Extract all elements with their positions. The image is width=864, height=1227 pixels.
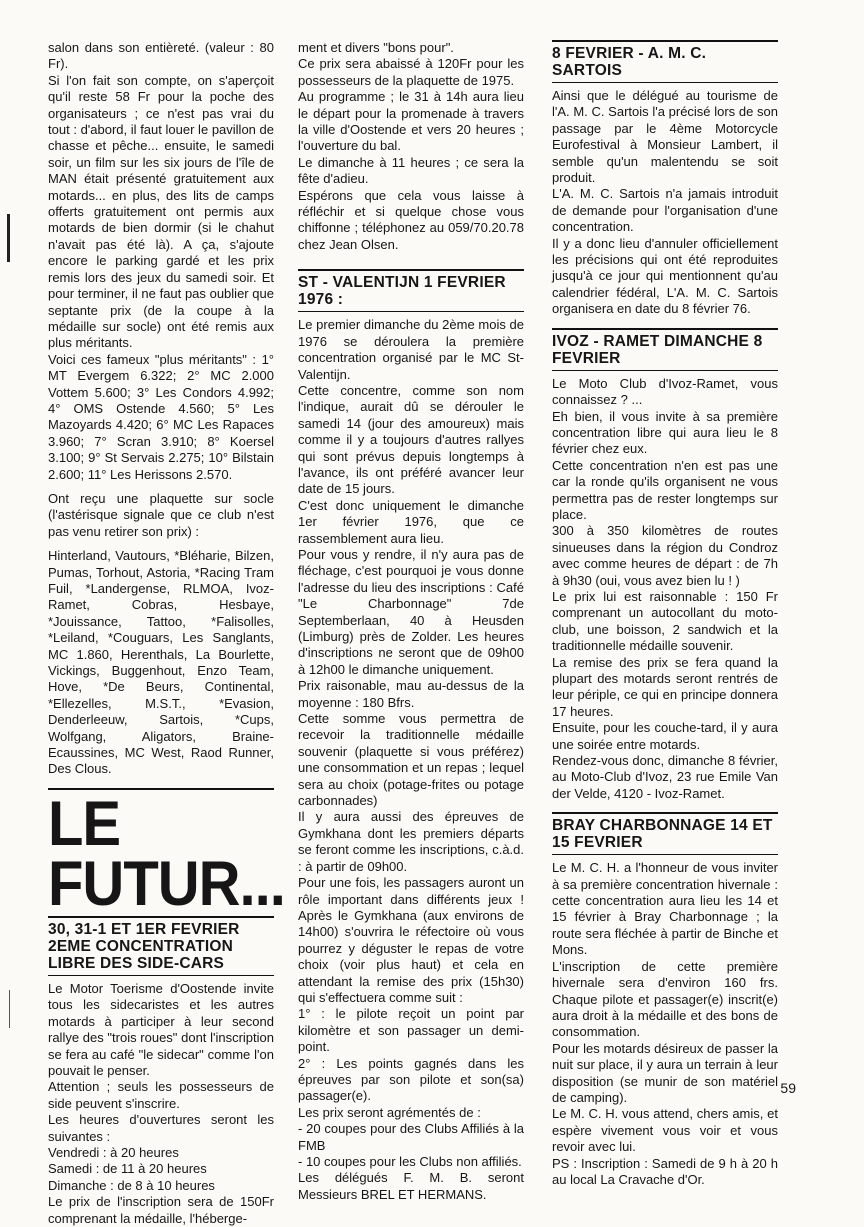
paragraph: La remise des prix se fera quand la plupart des motards seront rentrés de leur périple, ce qui en principe donnera 17 heures. — [552, 654, 778, 719]
paragraph: Le M. C. H. a l'honneur de vous inviter à sa première concentration hivernale : cette concentration aura lieu les 14 et 15 février à Bray Charbonnage ; la route sera fléchée à partir de Binche et Mons. — [552, 860, 778, 958]
page-number: 59 — [780, 1080, 796, 1096]
paragraph: Hinterland, Vautours, *Bléharie, Bilzen, Pumas, Torhout, Astoria, *Racing Tram Fuil, *Landergense, RLMOA, Ivoz-Ramet, Cobras, Hesbaye, *Jouissance, Tattoo, *Falisolles, *Leiland, *Couguars, Les Sanglants, MC 1.860, Herenthals, La Bourlette, Vickings, Buggenhout, Enzo Team, Hove, *De Beurs, Continental, *Ellezelles, M.S.T., *Evasion, Denderleeuw, Sartois, *Cups, Wolfgang, Aligators, Braine-Ecaussines, MC West, Raod Runner, Des Clous. — [48, 548, 274, 777]
paragraph: Pour vous y rendre, il n'y aura pas de fléchage, c'est pourquoi je vous donne l'adresse du lieu des inscriptions : Café "Le Charbonnage" 7de Septemberlaan, 40 à Heusden (Limburg) près de Zolder. Les heures d'inscriptions ne seront que de 09h00 à 12h00 le dimanche uniquement. — [298, 546, 524, 677]
paragraph: Si l'on fait son compte, on s'aperçoit qu'il reste 58 Fr pour la poche des organisateurs ; ce n'est pas vrai du tout : d'abord, il faut louer le pavillon de chasse et pêche... ensuite, le samedi soir, un film sur les six jours de l'île de MAN était présenté gratuitement aux motards... en plus, des lits de camps offerts gratuitement ont permis aux motards de bien dormir (si le chahut n'avait pas été là). A ça, s'ajoute encore le parking gardé et les prix remis lors des jeux du samedi soir. Et pour terminer, il ne faut pas oublier que septante prix (de la coupe à la médaille sur socle) ont été remis aux plus méritants. — [48, 72, 274, 351]
paragraph: 300 à 350 kilomètres de routes sinueuses dans la région du Condroz avec comme heures de départ : de 7h à 9h30 (oui, vous avez bien lu ! ) — [552, 523, 778, 588]
scan-mark-left — [7, 214, 10, 262]
section-heading: BRAY CHARBONNAGE 14 ET 15 FEVRIER — [552, 812, 778, 855]
paragraph: Ont reçu une plaquette sur socle (l'astérisque signale que ce club n'est pas venu retirer son prix) : — [48, 490, 274, 539]
paragraph: Le Motor Toerisme d'Oostende invite tous les sidecaristes et les autres motards à participer à leur second rallye des "trois roues" dont l'inscription se fera au café "le sidecar" comme l'on pouvait le penser. — [48, 980, 274, 1078]
paragraph: L'A. M. C. Sartois n'a jamais introduit de demande pour l'organisation d'une concentration. — [552, 186, 778, 235]
paragraph: - 20 coupes pour des Clubs Affiliés à la FMB — [298, 1121, 524, 1153]
paragraph: Prix raisonable, mau au-dessus de la moyenne : 180 Bfrs. — [298, 678, 524, 710]
column-2 — [298, 40, 524, 1203]
paragraph: Espérons que cela vous laisse à réfléchir et si quelque chose vous chiffonne ; téléphonez au 059/70.20.78 chez Jean Olsen. — [298, 187, 524, 252]
paragraph: Cette somme vous permettra de recevoir la traditionnelle médaille souvenir (plaquette si vous préférez) une consommation et un repas ; lequel sera au choix (potage-frites ou potage carbonnades) — [298, 711, 524, 809]
paragraph: Samedi : de 11 à 20 heures — [48, 1161, 207, 1177]
paragraph: Ensuite, pour les couche-tard, il y aura une soirée entre motards. — [552, 720, 778, 752]
paragraph: Il y a donc lieu d'annuler officiellement les précisions qui ont été reproduites jusqu'à ce jour qui mentionnent qu'au calendrier fédéral, L'A. M. C. Sartois organisera en date du 8 février 76. — [552, 235, 778, 317]
paragraph: Les prix seront agrémentés de : — [298, 1104, 481, 1120]
paragraph: 2° : Les points gagnés dans les épreuves par son pilote et son(sa) passager(e). — [298, 1055, 524, 1104]
paragraph: Il y aura aussi des épreuves de Gymkhana dont les premiers départs se feront comme les inscriptions, c.à.d. : à partir de 09h00. — [298, 809, 524, 874]
paragraph: L'inscription de cette première hivernale sera d'environ 160 frs. Chaque pilote et passager(e) inscrit(e) aura droit à la médaille et des bons de consommation. — [552, 958, 778, 1040]
section-heading: 8 FEVRIER - A. M. C. SARTOIS — [552, 40, 778, 83]
paragraph: Voici ces fameux "plus méritants" : 1° MT Evergem 6.322; 2° MC 2.000 Vottem 5.600; 3° Les Condors 4.992; 4° OMS Ostende 4.560; 5° Les Mazoyards 4.420; 6° MC Les Rapaces 3.960; 7° Scran 3.910; 8° Koersel 3.100; 9° St Servais 2.275; 10° Bilstain 2.600; 11° Les Herissons 2.570. — [48, 351, 274, 482]
big-title — [48, 788, 285, 920]
paragraph: Pour les motards désireux de passer la nuit sur place, il y aura un terrain à leur disposition (se munir de son matériel de camping). — [552, 1040, 778, 1105]
paragraph: Les délégués F. M. B. seront Messieurs BREL ET HERMANS. — [298, 1170, 524, 1202]
paragraph: - 10 coupes pour les Clubs non affiliés. — [298, 1154, 522, 1169]
paragraph: Cette concentration n'en est pas une car la ronde qu'ils organisent ne vous permettra pas de rester longtemps sur place. — [552, 457, 778, 522]
paragraph: Le dimanche à 11 heures ; ce sera la fête d'adieu. — [298, 154, 524, 187]
paragraph: Au programme ; le 31 à 14h aura lieu le départ pour la promenade à travers la ville d'Oostende et vers 20 heures ; l'ouverture du bal. — [298, 89, 524, 154]
paragraph: Eh bien, il vous invite à sa première concentration libre qui aura lieu le 8 février chez eux. — [552, 408, 778, 457]
paragraph: C'est donc uniquement le dimanche 1er février 1976, que ce rassemblement aura lieu. — [298, 497, 524, 546]
big-title-line-2: FUTUR... — [48, 848, 285, 920]
paragraph: Cette concentre, comme son nom l'indique, aurait dû se dérouler le samedi 14 (jour des amoureux) mais comme il y a toujours d'autres rallyes qui sont prévus depuis longtemps à l'avance, ils ont préféré avancer leur date de 15 jours. — [298, 382, 524, 497]
section-heading: 30, 31-1 ET 1ER FEVRIER 2EME CONCENTRATION LIBRE DES SIDE-CARS — [48, 916, 274, 976]
paragraph: salon dans son entièreté. (valeur : 80 Fr). — [48, 40, 274, 72]
paragraph: Rendez-vous donc, dimanche 8 février, au Moto-Club d'Ivoz, 23 rue Emile Van der Velde, 4120 - Ivoz-Ramet. — [552, 753, 778, 801]
paragraph: Le Moto Club d'Ivoz-Ramet, vous connaissez ? ... — [552, 375, 778, 408]
paragraph: PS : Inscription : Samedi de 9 h à 20 h au local La Cravache d'Or. — [552, 1155, 778, 1187]
paragraph: Pour une fois, les passagers auront un rôle important dans différents jeux ! Après le Gymkhana (aux environs de 14h00) s'ouvrira le réfectoire où vous pourrez y déguster le repas de votre choix (voir plus haut) et cela en attendant la remise des prix (15h30) qui s'effectuera comme suit : — [298, 875, 524, 1005]
paragraph: Le prix de l'inscription sera de 150Fr comprenant la médaille, l'héberge- — [48, 1194, 274, 1226]
paragraph: Ainsi que le délégué au tourisme de l'A. M. C. Sartois l'a précisé lors de son passage par le 4ème Motorcycle Eurofestival à Monsieur Lambert, il semble qu'un malentendu se soit produit. — [552, 88, 778, 186]
paragraph: ment et divers "bons pour". — [298, 40, 454, 55]
paragraph: Attention ; seuls les possesseurs de side peuvent s'inscrire. — [48, 1079, 274, 1111]
column-1 — [48, 40, 285, 1227]
le-futur-title-block — [48, 788, 285, 920]
paragraph: 1° : le pilote reçoit un point par kilomètre et son passager un demi-point. — [298, 1006, 524, 1055]
paragraph: Dimanche : de 8 à 10 heures — [48, 1177, 215, 1193]
paragraph: Les heures d'ouvertures seront les suivantes : — [48, 1112, 274, 1144]
big-title-line-1: LE — [48, 788, 121, 859]
paragraph: Le M. C. H. vous attend, chers amis, et espère vivement vous voir et vous revoir avec lui. — [552, 1106, 778, 1155]
paragraph: Vendredi : à 20 heures — [48, 1144, 179, 1160]
paragraph: Ce prix sera abaissé à 120Fr pour les possesseurs de la plaquette de 1975. — [298, 56, 524, 88]
section-heading: ST - VALENTIJN 1 FEVRIER 1976 : — [298, 269, 524, 312]
section-heading: IVOZ - RAMET DIMANCHE 8 FEVRIER — [552, 328, 778, 371]
column-3 — [552, 40, 778, 1188]
scan-mark-left-lower — [9, 990, 10, 1028]
paragraph: Le premier dimanche du 2ème mois de 1976 se déroulera la première concentration organisé par le MC St-Valentijn. — [298, 317, 524, 382]
paragraph: Le prix lui est raisonnable : 150 Fr comprenant un autocollant du moto-club, une boisson, 2 sandwich et la traditionnelle médaille souvenir. — [552, 588, 778, 654]
